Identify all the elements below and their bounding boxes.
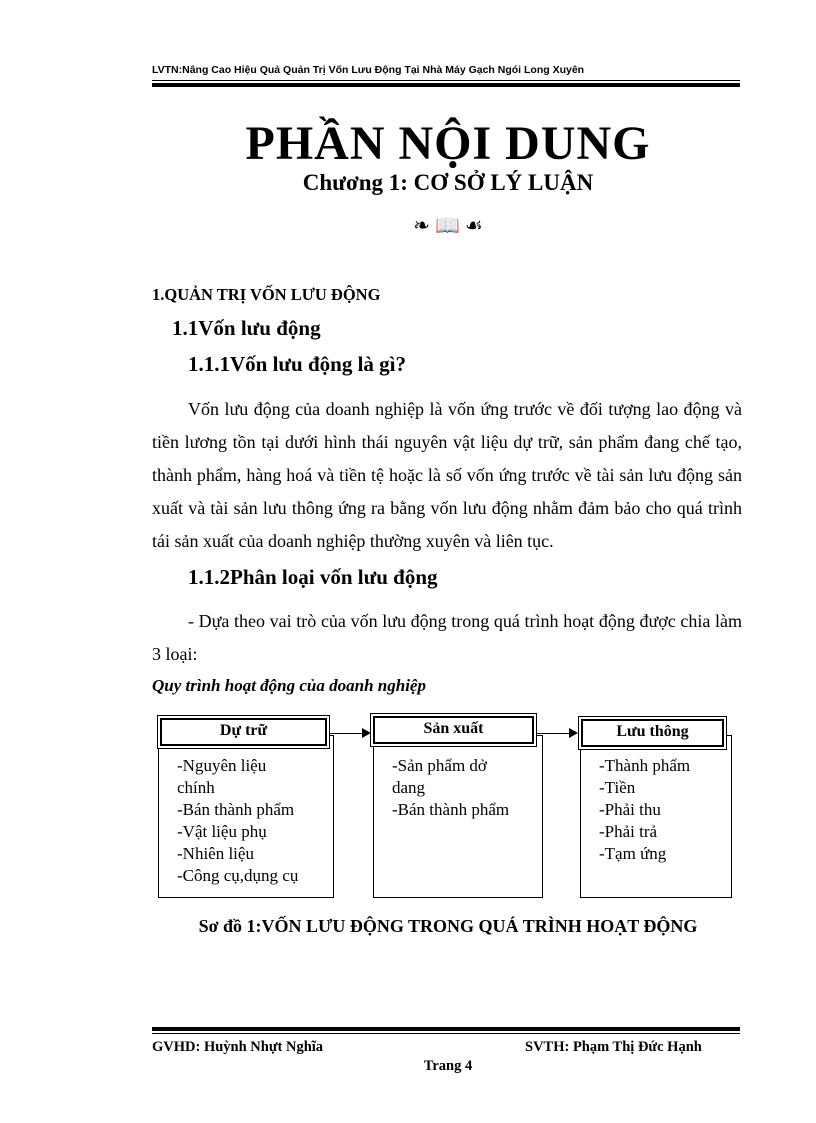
footer-student: SVTH: Phạm Thị Đức Hạnh xyxy=(525,1039,702,1055)
footer-advisor: GVHD: Huỳnh Nhựt Nghĩa xyxy=(152,1039,324,1055)
footer-rule-thick xyxy=(152,1027,740,1031)
list-item: -Bán thành phẩm xyxy=(392,800,510,819)
arrow-1-line xyxy=(330,733,363,734)
book-ornament-icon: ❧ 📖 ☙ xyxy=(413,215,483,237)
box-du-tru xyxy=(158,735,334,898)
list-item: -Thành phẩm xyxy=(599,756,691,775)
list-item: -Bán thành phẩm xyxy=(177,800,295,819)
paragraph-classification: - Dựa theo vai trò của vốn lưu động trong quá trình hoạt động được chia làm 3 loại: xyxy=(152,611,742,664)
box-heading-label: Sản xuất xyxy=(373,716,534,744)
subsubsection-heading-1: 1.1.1Vốn lưu động là gì? xyxy=(188,352,406,376)
subsubsection-heading-2: 1.1.2Phân loại vốn lưu động xyxy=(188,565,438,589)
header-rule-thick xyxy=(152,83,740,87)
list-item: -Phải thu xyxy=(599,800,661,819)
list-item: chính xyxy=(177,778,215,797)
page-title: PHẦN NỘI DUNG xyxy=(245,117,651,170)
arrow-2-head-icon xyxy=(569,728,578,738)
box-heading-du-tru xyxy=(157,715,330,749)
box-luu-thong xyxy=(580,735,732,898)
list-item: -Phải trả xyxy=(599,822,658,841)
list-item: -Vật liệu phụ xyxy=(177,822,267,841)
paragraph-definition: Vốn lưu động của doanh nghiệp là vốn ứng trước về đối tượng lao động và tiền lương tồn tại dưới hình thái nguyên vật liệu dự trữ, sản phẩm đang chế tạo, thành phẩm, hàng hoá và tiền tệ hoặc là số vốn ứng trước về tài sản lưu động sản xuất và tài sản lưu thông ứng ra bằng vốn lưu động nhằm đảm bảo cho quá trình tái sản xuất của doanh nghiệp thường xuyên và liên tục. xyxy=(152,399,742,551)
box-heading-san-xuat xyxy=(370,713,537,747)
arrow-1-head-icon xyxy=(362,728,371,738)
subsection-heading: 1.1Vốn lưu động xyxy=(172,316,321,340)
header-rule-thin xyxy=(152,80,740,81)
footer-rule-thin xyxy=(152,1033,740,1034)
list-item: dang xyxy=(392,778,426,797)
diagram-caption: Sơ đồ 1:VỐN LƯU ĐỘNG TRONG QUÁ TRÌNH HOẠT ĐỘNG xyxy=(198,916,698,936)
list-item: -Công cụ,dụng cụ xyxy=(177,866,299,885)
page-number: Trang 4 xyxy=(423,1058,473,1074)
section-heading: 1.QUẢN TRỊ VỐN LƯU ĐỘNG xyxy=(152,285,381,304)
running-header: LVTN:Nâng Cao Hiệu Quả Quản Trị Vốn Lưu Động Tại Nhà Máy Gạch Ngói Long Xuyên xyxy=(152,64,585,76)
list-item: -Sản phẩm dở xyxy=(392,756,487,775)
chapter-title: Chương 1: CƠ SỞ LÝ LUẬN xyxy=(302,170,594,195)
box-heading-label: Lưu thông xyxy=(581,719,724,747)
arrow-2-line xyxy=(537,733,570,734)
diagram-title: Quy trình hoạt động của doanh nghiệp xyxy=(152,676,426,695)
box-heading-luu-thong xyxy=(578,716,727,750)
list-item: -Tạm ứng xyxy=(599,844,667,863)
box-san-xuat xyxy=(373,735,543,898)
box-heading-label: Dự trữ xyxy=(160,718,327,746)
list-item: -Tiền xyxy=(599,778,636,797)
list-item: -Nhiên liệu xyxy=(177,844,254,863)
list-item: -Nguyên liệu xyxy=(177,756,267,775)
